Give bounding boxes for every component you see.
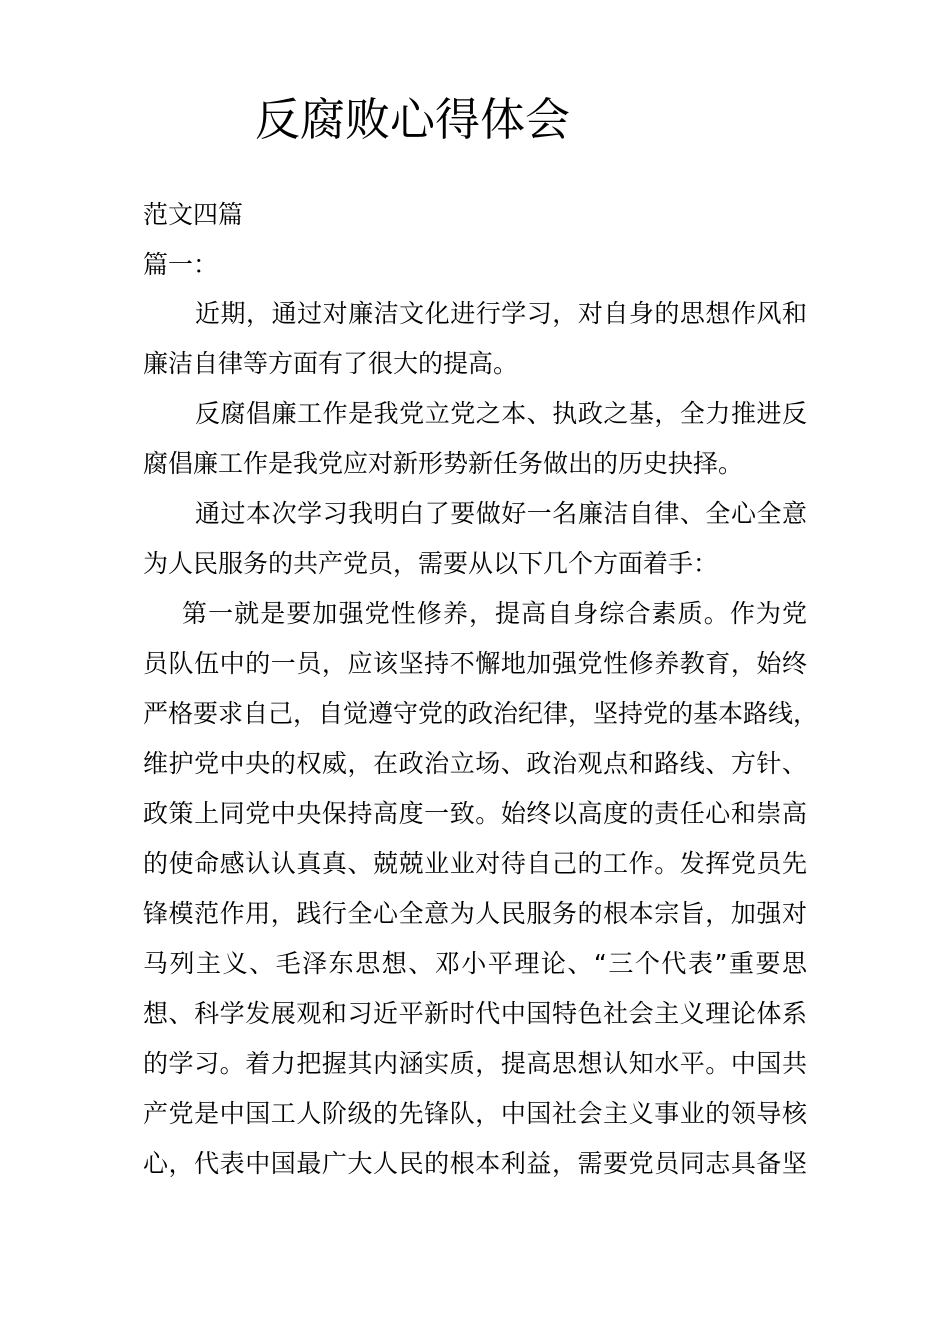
paragraph-line: 马列主义、毛泽东思想、邓小平理论、“三个代表”重要思: [143, 949, 807, 978]
paragraph-line: 想、科学发展观和习近平新时代中国特色社会主义理论体系: [143, 999, 807, 1028]
paragraph-line: 心，代表中国最广大人民的根本利益，需要党员同志具备坚: [143, 1149, 807, 1178]
paragraph-line: 近期，通过对廉洁文化进行学习，对自身的思想作风和: [195, 299, 807, 328]
paragraph-line: 锋模范作用，践行全心全意为人民服务的根本宗旨，加强对: [143, 899, 807, 928]
paragraph-line: 严格要求自己，自觉遵守党的政治纪律，坚持党的基本路线，: [143, 699, 819, 728]
paragraph-line: 政策上同党中央保持高度一致。始终以高度的责任心和崇高: [143, 799, 807, 828]
paragraph-line: 通过本次学习我明白了要做好一名廉洁自律、全心全意: [195, 499, 807, 528]
paragraph-line: 廉洁自律等方面有了很大的提高。: [143, 349, 519, 378]
paragraph-line: 员队伍中的一员，应该坚持不懈地加强党性修养教育，始终: [143, 649, 807, 678]
paragraph-line: 的使命感认认真真、兢兢业业对待自己的工作。发挥党员先: [143, 849, 807, 878]
document-subtitle: 范文四篇: [143, 200, 244, 229]
paragraph-line: 为人民服务的共产党员，需要从以下几个方面着手：: [143, 549, 719, 578]
paragraph-line: 产党是中国工人阶级的先锋队，中国社会主义事业的领导核: [143, 1099, 807, 1128]
paragraph-line: 第一就是要加强党性修养，提高自身综合素质。作为党: [182, 599, 807, 628]
section-label: 篇一：: [143, 250, 219, 279]
paragraph-line: 反腐倡廉工作是我党立党之本、执政之基，全力推进反: [195, 399, 807, 428]
paragraph-line: 腐倡廉工作是我党应对新形势新任务做出的历史抉择。: [143, 449, 744, 478]
paragraph-line: 维护党中央的权威，在政治立场、政治观点和路线、方针、: [143, 749, 807, 778]
paragraph-line: 的学习。着力把握其内涵实质，提高思想认知水平。中国共: [143, 1049, 807, 1078]
document-title: 反腐败心得体会: [255, 93, 571, 146]
